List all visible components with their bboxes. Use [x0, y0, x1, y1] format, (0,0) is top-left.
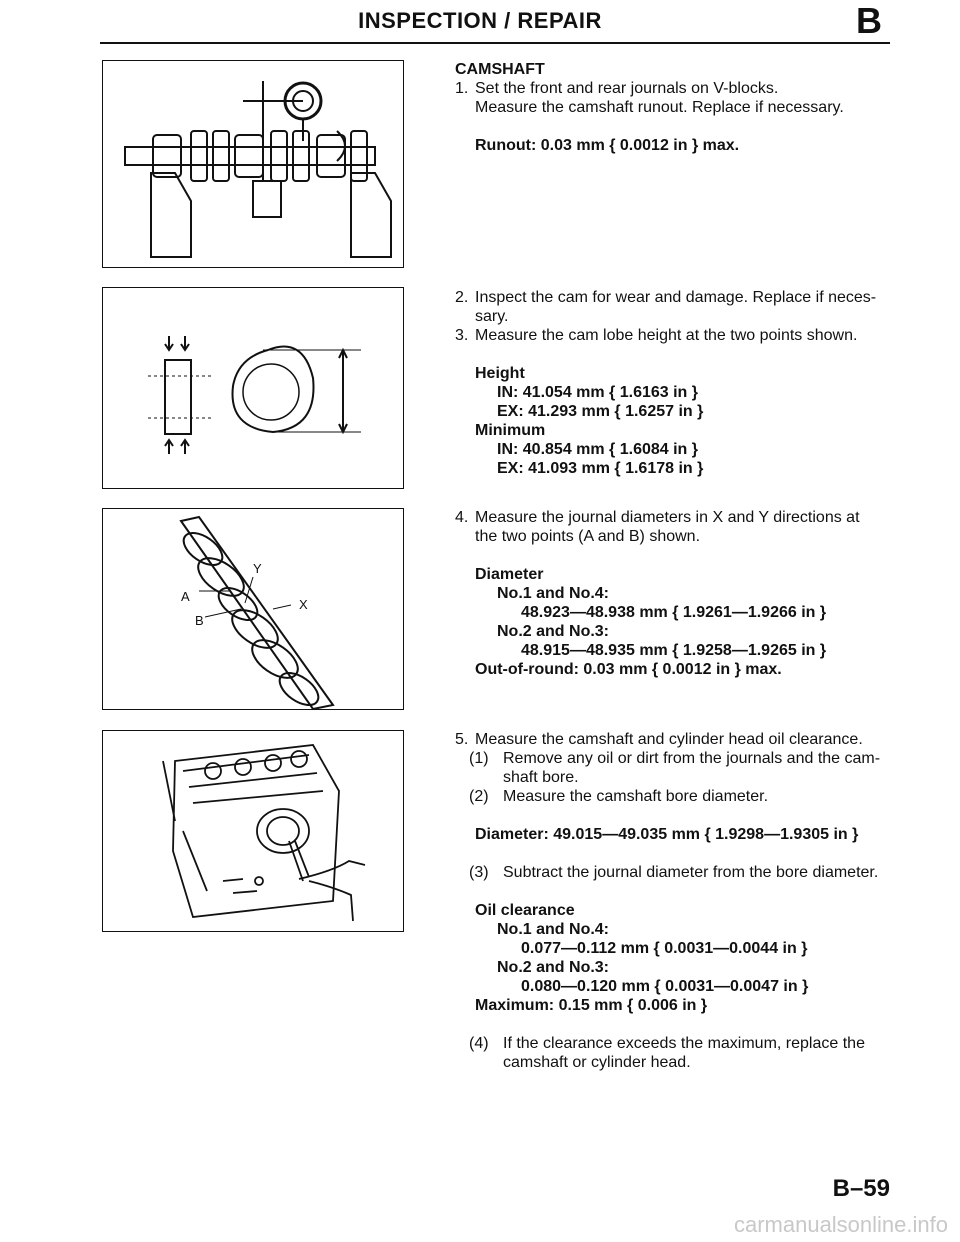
step-number: 2.	[455, 289, 469, 306]
watermark: carmanualsonline.info	[733, 1212, 948, 1237]
page-number: B–59	[832, 1175, 890, 1202]
spec-label: No.1 and No.4:	[497, 585, 610, 602]
section-heading: CAMSHAFT	[455, 61, 545, 78]
substep-text: Subtract the journal diameter from the bore diameter.	[503, 864, 879, 881]
figure-bore-diameter	[102, 730, 404, 932]
spec-value: IN: 40.854 mm { 1.6084 in }	[497, 441, 698, 458]
substep-text: Remove any oil or dirt from the journals and the cam-	[503, 750, 881, 767]
step-4	[455, 508, 895, 546]
camshaft-runout-illustration	[103, 61, 403, 267]
spec-bore-diameter: Diameter: 49.015—49.035 mm { 1.9298—1.9305 in }	[475, 826, 859, 843]
substep-1	[455, 749, 895, 787]
section-camshaft-runout	[455, 60, 895, 155]
step-number: 3.	[455, 327, 469, 344]
spec-label: Height	[475, 365, 525, 382]
substep-text: camshaft or cylinder head.	[503, 1054, 691, 1071]
section-letter: B	[856, 0, 882, 41]
step-text: sary.	[475, 308, 509, 325]
spec-value: EX: 41.093 mm { 1.6178 in }	[497, 460, 704, 477]
substep-number: (1)	[469, 750, 489, 767]
fig-label-b: B	[195, 613, 204, 628]
step-text: Measure the journal diameters in X and Y directions at	[475, 509, 860, 526]
step-2	[455, 288, 895, 326]
spec-value: IN: 41.054 mm { 1.6163 in }	[497, 384, 698, 401]
spec-label: Diameter	[475, 566, 544, 583]
step-number: 1.	[455, 80, 469, 97]
step-text: Inspect the cam for wear and damage. Replace if neces-	[475, 289, 877, 306]
substep-number: (3)	[469, 864, 489, 881]
substep-number: (2)	[469, 788, 489, 805]
header-rule	[100, 42, 890, 44]
spec-value: EX: 41.293 mm { 1.6257 in }	[497, 403, 704, 420]
section-cam-lobe	[455, 288, 895, 478]
spec-label: No.2 and No.3:	[497, 959, 610, 976]
spec-value: 0.077—0.112 mm { 0.0031—0.0044 in }	[521, 940, 808, 957]
step-number: 5.	[455, 731, 469, 748]
step-text: Measure the camshaft and cylinder head oil clearance.	[475, 731, 863, 748]
step-text: Measure the cam lobe height at the two points shown.	[475, 327, 858, 344]
step-number: 4.	[455, 509, 469, 526]
section-oil-clearance	[455, 730, 895, 1072]
fig-label-a: A	[181, 589, 190, 604]
substep-2	[455, 787, 895, 806]
journal-diameter-illustration	[103, 509, 403, 709]
fig-label-x: X	[299, 597, 308, 612]
figure-cam-lobe-height	[102, 287, 404, 489]
spec-value: 0.080—0.120 mm { 0.0031—0.0047 in }	[521, 978, 809, 995]
spec-value: 48.915—48.935 mm { 1.9258—1.9265 in }	[521, 642, 827, 659]
spec-value: Out-of-round: 0.03 mm { 0.0012 in } max.	[475, 661, 782, 678]
section-journal-diameter	[455, 508, 895, 679]
substep-number: (4)	[469, 1035, 489, 1052]
spec-label: No.2 and No.3:	[497, 623, 610, 640]
fig-label-y: Y	[253, 561, 262, 576]
step-text: Measure the camshaft runout. Replace if necessary.	[475, 99, 844, 116]
figure-journal-diameter	[102, 508, 404, 710]
spec-value: Maximum: 0.15 mm { 0.006 in }	[475, 997, 708, 1014]
step-1	[455, 79, 895, 117]
substep-text: Measure the camshaft bore diameter.	[503, 788, 769, 805]
spec-label: No.1 and No.4:	[497, 921, 610, 938]
bore-diameter-illustration	[103, 731, 403, 931]
substep-4	[455, 1034, 895, 1072]
spec-label: Minimum	[475, 422, 546, 439]
figure-camshaft-runout	[102, 60, 404, 268]
page-title: INSPECTION / REPAIR	[358, 8, 602, 33]
spec-label: Oil clearance	[475, 902, 575, 919]
substep-3	[455, 863, 895, 882]
spec-runout: Runout: 0.03 mm { 0.0012 in } max.	[475, 137, 740, 154]
substep-text: shaft bore.	[503, 769, 579, 786]
spec-value: 48.923—48.938 mm { 1.9261—1.9266 in }	[521, 604, 827, 621]
step-text: the two points (A and B) shown.	[475, 528, 701, 545]
step-text: Set the front and rear journals on V-blocks.	[475, 80, 779, 97]
substep-text: If the clearance exceeds the maximum, replace the	[503, 1035, 865, 1052]
step-3	[455, 326, 895, 345]
step-5	[455, 730, 895, 749]
cam-lobe-illustration	[103, 288, 403, 488]
